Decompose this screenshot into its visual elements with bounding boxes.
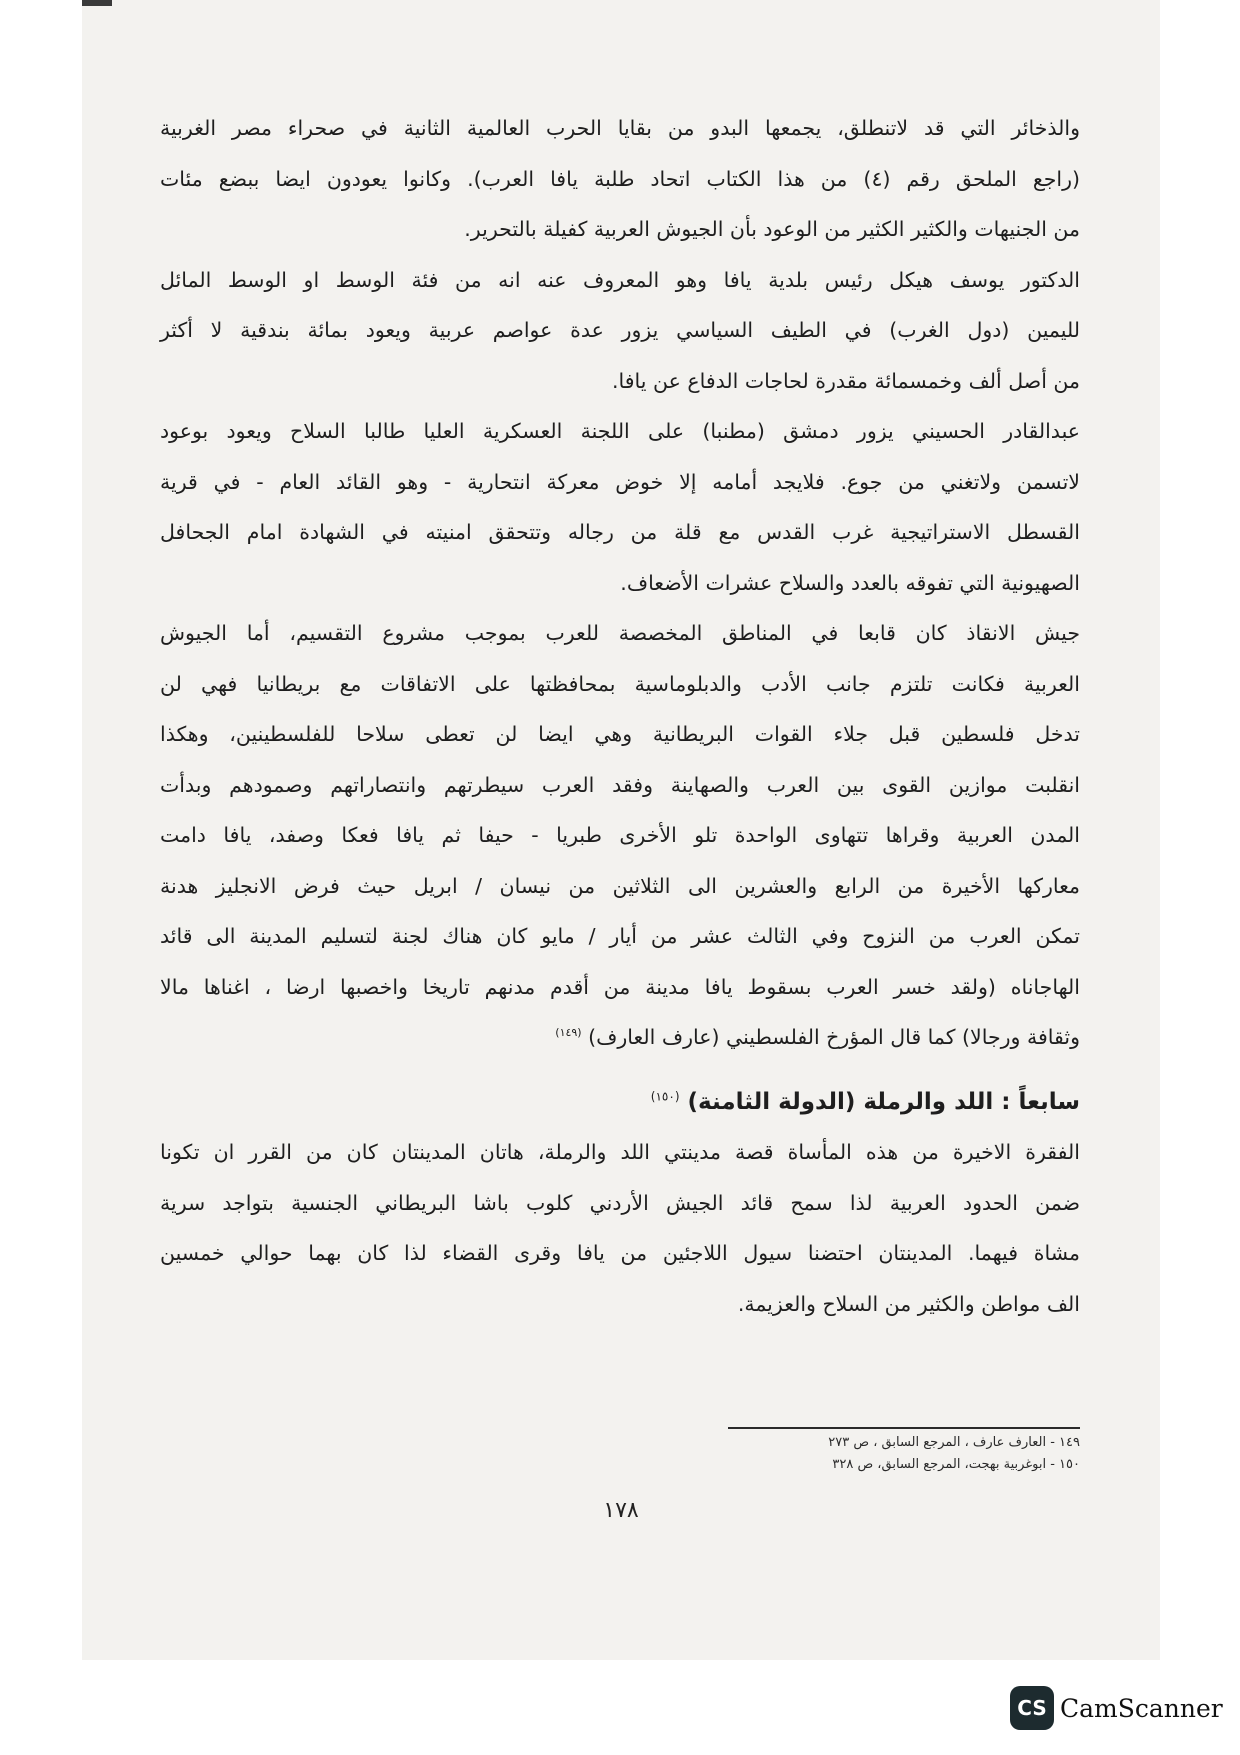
footnotes — [828, 1432, 1080, 1476]
footnote-reference: (١٥٠) — [650, 1088, 680, 1103]
text-line: ضمن الحدود العربية لذا سمح قائد الجيش الأردني كلوب باشا البريطاني الجنسية بتواجد سرية — [160, 1190, 1080, 1215]
paragraph-2 — [160, 255, 1080, 407]
text-line: من الجنيهات والكثير الكثير من الوعود بأن الجيوش العربية كفيلة بالتحرير. — [464, 217, 1080, 241]
text-line: تمكن العرب من النزوح وفي الثالث عشر من أيار / مايو كان هناك لجنة لتسليم المدينة الى قائد — [160, 924, 1080, 948]
text-line: جيش الانقاذ كان قابعا في المناطق المخصصة للعرب بموجب مشروع التقسيم، أما الجيوش — [160, 621, 1080, 645]
page-body — [160, 103, 1080, 1329]
text-line: مشاة فيهما. المدينتان احتضنا سيول اللاجئين من يافا وقرى القضاء لذا كان بهما حوالي خمسين — [160, 1241, 1080, 1265]
page-number: ١٧٨ — [603, 1498, 639, 1523]
section-heading — [160, 1077, 1080, 1128]
text-line: (راجع الملحق رقم (٤) من هذا الكتاب اتحاد طلبة يافا العرب). وكانوا يعودون ايضا ببضع مئات — [160, 166, 1080, 191]
paragraph-5 — [160, 1127, 1080, 1329]
footnote-divider — [728, 1427, 1080, 1429]
text-line: من أصل ألف وخمسمائة مقدرة لحاجات الدفاع عن يافا. — [611, 368, 1080, 393]
text-line: الصهيونية التي تفوقه بالعدد والسلاح عشرات الأضعاف. — [620, 570, 1080, 595]
camscanner-name: CamScanner — [1060, 1693, 1223, 1723]
text-line: الدكتور يوسف هيكل رئيس بلدية يافا وهو المعروف عنه انه من فئة الوسط او الوسط المائل — [160, 267, 1080, 292]
text-line: انقلبت موازين القوى بين العرب والصهاينة وفقد العرب سيطرتهم وانتصاراتهم وصمودهم وبدأت — [160, 772, 1080, 797]
footnote: ١٤٩ - العارف عارف ، المرجع السابق ، ص ٢٧٣ — [828, 1435, 1080, 1450]
footnote: ١٥٠ - ابوغربية بهجت، المرجع السابق، ص ٣٢٨ — [832, 1457, 1080, 1472]
scanned-page — [82, 0, 1160, 1660]
text-line: عبدالقادر الحسيني يزور دمشق (مطنبا) على اللجنة العسكرية العليا طالبا السلاح ويعود بوعود — [160, 419, 1080, 443]
text-line: القسطل الاستراتيجية غرب القدس مع قلة من رجاله وتتحقق امنيته في الشهادة امام الجحافل — [160, 520, 1080, 544]
text-line: الهاجاناه (ولقد خسر العرب بسقوط يافا مدينة من أقدم مدنهم تاريخا واخصبها ارضا ، اغناها مالا — [160, 974, 1080, 999]
text-line: الف مواطن والكثير من السلاح والعزيمة. — [737, 1291, 1080, 1316]
scan-edge-mark — [82, 0, 112, 6]
paragraph-3 — [160, 406, 1080, 608]
text-line: الفقرة الاخيرة من هذه المأساة قصة مدينتي اللد والرملة، هاتان المدينتان كان من القرر ان تكونا — [160, 1140, 1080, 1164]
camscanner-logo-icon: CS — [1010, 1686, 1054, 1730]
section-title: سابعاً : اللد والرملة (الدولة الثامنة) — [687, 1088, 1080, 1115]
text-line: والذخائر التي قد لاتنطلق، يجمعها البدو من بقايا الحرب العالمية الثانية في صحراء مصر الغربية — [160, 116, 1080, 140]
text-line: تدخل فلسطين قبل جلاء القوات البريطانية وهي ايضا لن تعطى سلاحا للفلسطينين، وهكذا — [160, 722, 1080, 746]
camscanner-watermark — [1010, 1686, 1223, 1730]
text-line: العربية فكانت تلتزم جانب الأدب والدبلوماسية بمحافظتها على الاتفاقات مع بريطانيا فهي لن — [160, 671, 1080, 696]
text-line-with-footnote — [160, 1012, 1080, 1063]
footnote-reference: (١٤٩) — [555, 1026, 582, 1040]
text-line: معاركها الأخيرة من الرابع والعشرين الى الثلاثين من نيسان / ابريل حيث فرض الانجليز هدنة — [160, 873, 1080, 898]
text-line-content: وثقافة ورجالا) كما قال المؤرخ الفلسطيني (عارف العارف) — [588, 1025, 1080, 1049]
text-line: لاتسمن ولاتغني من جوع. فلايجد أمامه إلا خوض معركة انتحارية - وهو القائد العام - في قرية — [160, 469, 1080, 494]
text-line: لليمين (دول الغرب) في الطيف السياسي يزور عدة عواصم عربية ويعود بمائة بندقية لا أكثر — [160, 318, 1080, 342]
paragraph-4 — [160, 608, 1080, 1063]
paragraph-1 — [160, 103, 1080, 255]
text-line: المدن العربية وقراها تتهاوى الواحدة تلو الأخرى طبريا - حيفا ثم يافا فعكا وصفد، يافا دامت — [160, 823, 1080, 847]
